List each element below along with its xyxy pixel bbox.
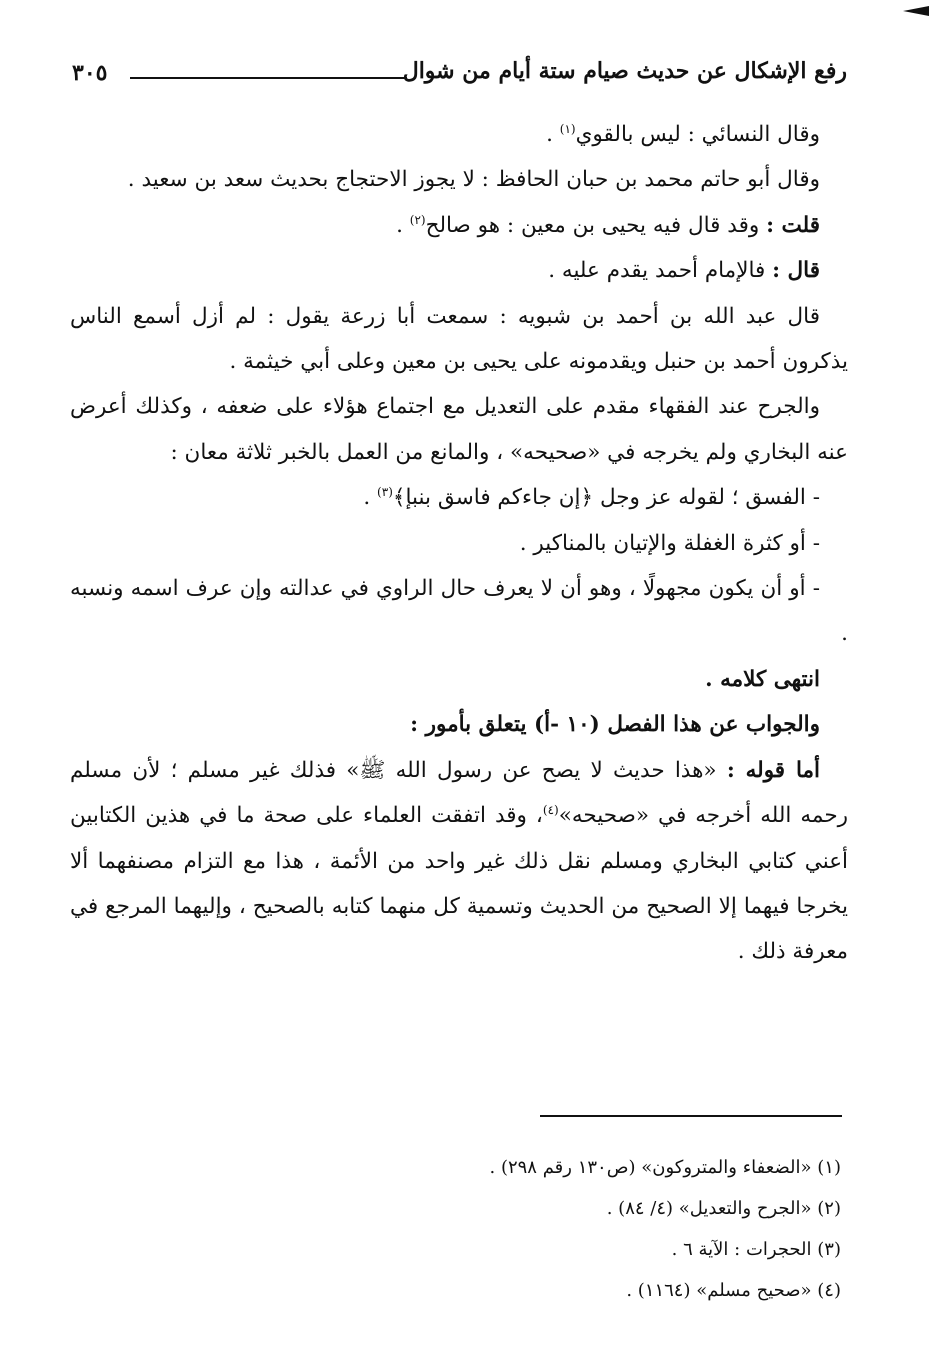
footnote-ref[interactable]: (٣)	[377, 485, 393, 500]
paragraph: قلت : وقد قال فيه يحيى بن معين : هو صالح$^{(٢)}$ .	[396, 212, 820, 238]
page-number: ٣٠٥	[72, 60, 108, 86]
paragraph: قال عبد الله بن أحمد بن شبويه : سمعت أبا زرعة يقول : لم أزل أسمع الناس يذكرون أحمد بن حنبل ويقدمونه على يحيى بن معين وعلى أبي خيثمة .	[70, 303, 848, 375]
footnote-item: (٣) الحجرات : الآية ٦ .	[671, 1239, 841, 1260]
list-item: - أو أن يكون مجهولًا ، وهو أن لا يعرف حال الراوي في عدالته وإن عرف اسمه ونسبه .	[70, 576, 848, 647]
footnote-divider	[540, 1115, 842, 1117]
header-rule	[130, 77, 407, 79]
footnote-item: (٤) «صحيح مسلم» (١١٦٤) .	[626, 1280, 841, 1301]
paragraph: وقال أبو حاتم محمد بن حبان الحافظ : لا يجوز الاحتجاج بحديث سعد بن سعيد .	[127, 167, 820, 193]
paragraph: والجرح عند الفقهاء مقدم على التعديل مع اجتماع هؤلاء على ضعفه ، وكذلك أعرض عنه البخاري ولم يخرجه في «صحيحه» ، والمانع من العمل بالخبر ثلاثة معان :	[70, 394, 848, 465]
paragraph: والجواب عن هذا الفصل (١٠ -أ) يتعلق بأمور :	[410, 712, 820, 738]
list-item: - الفسق ؛ لقوله عز وجل ﴿إن جاءكم فاسق بنبإ﴾$^{(٣)}$ .	[363, 485, 820, 511]
page-header	[72, 58, 847, 94]
footnotes	[81, 1147, 841, 1311]
paragraph: انتهى كلامه .	[705, 666, 820, 692]
paragraph: قال : فالإمام أحمد يقدم عليه .	[548, 258, 820, 284]
footnote-ref[interactable]: (١)	[559, 121, 576, 136]
footnote-ref[interactable]: (٤)	[542, 802, 559, 817]
main-text	[70, 112, 848, 975]
footnote-item: (١) «الضعفاء والمتروكون» (ص١٣٠ رقم ٢٩٨) .	[489, 1157, 841, 1178]
footnote-item: (٢) «الجرح والتعديل» (٤/ ٨٤) .	[606, 1198, 841, 1219]
paragraph: أما قوله : «هذا حديث لا يصح عن رسول الله ﷺ» فذلك غير مسلم ؛ لأن مسلم رحمه الله أخرجه في «صحيحه»$^{(٤)}$، وقد اتفقت العلماء على صحة ما في هذين الكتابين أعني كتابي البخاري ومسلم نقل ذلك غير واحد من الأئمة ، هذا مع التزام مصنفهما ألا يخرجا فيهما إلا الصحيح من الحديث وتسمية كل منهما كتابه بالصحيح ، وإليهما المرجع في معرفة ذلك .	[70, 757, 848, 965]
page-corner-mark	[903, 6, 929, 16]
paragraph: وقال النسائي : ليس بالقوي$^{(١)}$ .	[546, 121, 820, 147]
footnote-ref[interactable]: (٢)	[409, 212, 426, 227]
running-title: رفع الإشكال عن حديث صيام ستة أيام من شوال	[402, 58, 847, 84]
paragraph-lead: أما قوله :	[726, 757, 820, 783]
list-item: - أو كثرة الغفلة والإتيان بالمناكير .	[519, 530, 820, 556]
paragraph-lead: قلت :	[766, 212, 820, 238]
paragraph-lead: قال :	[772, 258, 820, 284]
